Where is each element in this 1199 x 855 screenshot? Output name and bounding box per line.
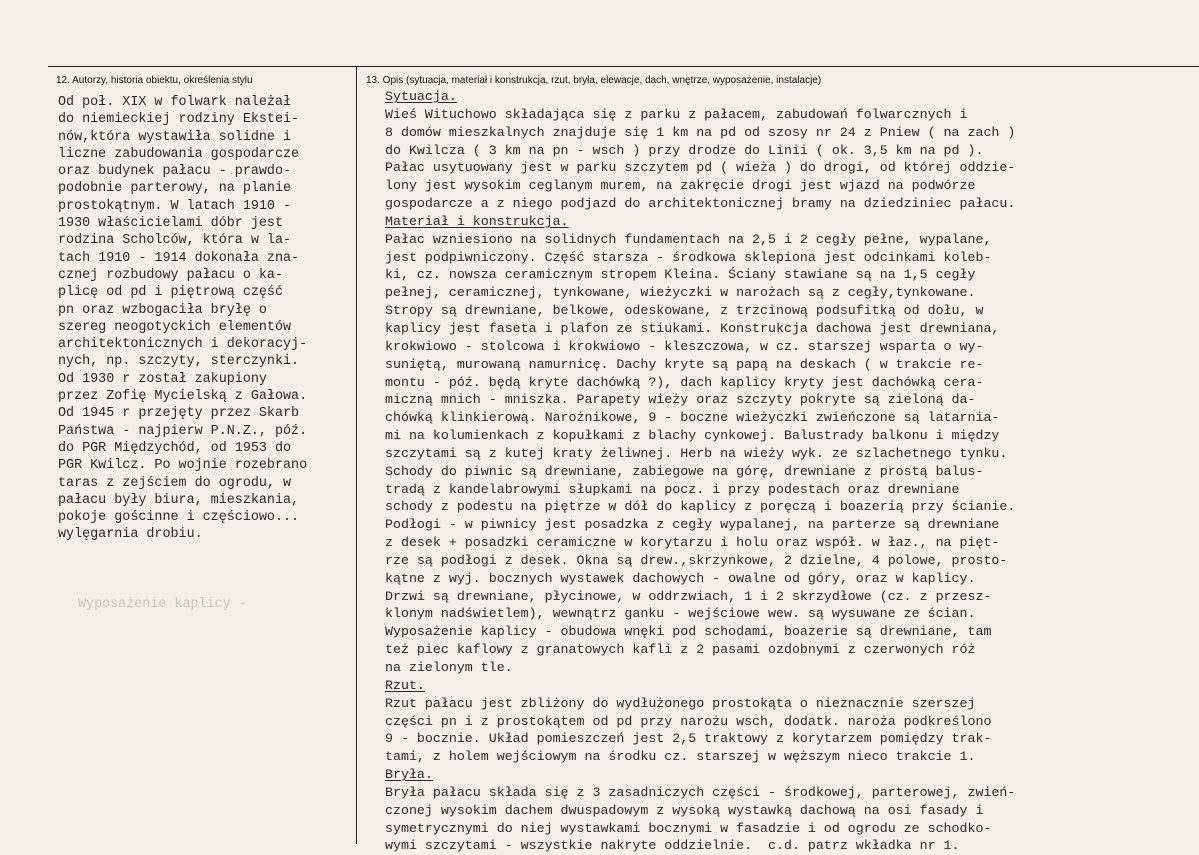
history-line: pokoje gościnne i częściowo...: [58, 510, 300, 526]
description-line: krokwiowo - stolcowa i krokwiowo - kleszczowa, w cz. starszej wsparta o wy-: [385, 338, 984, 354]
history-line: pałacu były biura, mieszkania,: [58, 492, 300, 508]
description-line: jest podpiwniczony. Część starsza - środkowa sklepiona jest odcinkami koleb-: [385, 249, 992, 265]
description-line: 8 domów mieszkalnych znajduje się 1 km na pd od szosy nr 24 z Pniew ( na zach ): [385, 124, 1016, 140]
history-line: tach 1910 - 1914 dokonała zna-: [58, 250, 300, 266]
description-line: na zielonym tle.: [385, 660, 513, 675]
description-line: Schody do piwnic są drewniane, zabiegowe na górę, drewniane z prostą balus-: [385, 463, 984, 479]
description-line: Pałac usytuowany jest w parku szczytem pd ( wieża ) do drogi, od której oddzie-: [385, 160, 1016, 176]
history-line: plicę od pd i piętrową część: [58, 285, 283, 301]
description-line: klonym nadświetlem), wewnątrz ganku - wejściowe wew. są wysuwane ze ścian.: [385, 606, 976, 622]
description-line: schody z podestu na piętrze w dół do kaplicy z poręczą i boazerią przy ścianie.: [385, 499, 1016, 515]
history-line: PGR Kwilcz. Po wojnie rozebrano: [58, 458, 308, 474]
description-line: Stropy są drewniane, belkowe, odeskowane, z trzcinową podsufitką od dołu, w: [385, 303, 984, 319]
description-line: części pn i z prostokątem od pd przy narożu wsch, dodatk. naroża podkreślono: [385, 713, 992, 729]
description-line: rze są podłogi z desek. Okna są drew.,skrzynkowe, 2 dzielne, 4 polowe, prosto-: [385, 552, 1008, 568]
history-line: Od 1945 r przejęty przez Skarb: [58, 406, 300, 422]
description-line: chówką klinkierową. Narożnikowe, 9 - boczne wieżyczki zwieńczone są latarnia-: [385, 410, 1000, 426]
description-line: tami, z holem wejściowym na środku cz. starszej w węższym nieco trakcie 1.: [385, 749, 976, 765]
description-line: czonej wysokim dachem dwuspadowym z wysoką wystawką dachową na osi fasady i: [385, 802, 984, 818]
history-line: nów,która wystawiła solidne i: [58, 129, 292, 145]
description-line: suniętą, murowaną namurnicę. Dachy kryte są papą na deskach ( w trakcie re-: [385, 356, 984, 372]
history-line: Od poł. XIX w folwark należał: [58, 95, 292, 110]
header-authors-history: 12. Autorzy, historia obiektu, określenia stylu: [56, 75, 253, 86]
description-text: [385, 88, 1015, 855]
section-heading: Materiał i konstrukcja.: [385, 213, 569, 229]
description-line: gospodarcze a z niego podjazd do architektonicznej bramy na dziedziniec pałacu.: [385, 196, 1016, 212]
history-line: architektonicznych i dekoracyj-: [58, 337, 308, 353]
column-divider: [356, 66, 357, 844]
history-line: do niemieckiej rodziny Ekstei-: [58, 112, 300, 128]
description-line: lony jest wysokim ceglanym murem, na zakręcie drogi jest wjazd na podwórze: [385, 178, 976, 194]
history-text: [58, 94, 307, 544]
description-line: Pałac wzniesiono na solidnych fundamentach na 2,5 i 2 cegły pełne, wypalane,: [385, 231, 992, 247]
description-line: symetrycznymi do niej wystawkami bocznymi w fasadzie i od ogrodu ze schodko-: [385, 820, 992, 836]
section-heading: Sytuacja.: [385, 89, 457, 104]
history-line: pn oraz wzbogaciła bryłę o: [58, 302, 267, 318]
header-description: 13. Opis (sytuacja, materiał i konstrukcja, rzut, bryła, elewacje, dach, wnętrze, wyposażenie, instalacje): [366, 75, 822, 86]
description-line: Drzwi są drewniane, płycinowe, w oddrzwiach, 1 i 2 skrzydłowe (cz. z przesz-: [385, 588, 992, 604]
description-line: montu - póź. będą kryte dachówką ?), dach kaplicy kryty jest dachówką cera-: [385, 374, 984, 390]
description-line: 9 - bocznie. Układ pomieszczeń jest 2,5 traktowy z korytarzem pomiędzy trak-: [385, 731, 992, 747]
description-line: pełnej, ceramicznej, tynkowane, wieżyczki w narożach są z cegły,tynkowane.: [385, 285, 976, 301]
history-line: rodzina Scholców, która w la-: [58, 233, 292, 249]
description-line: Rzut pałacu jest zbliżony do wydłużonego prostokąta o nieznacznie szerszej: [385, 695, 976, 711]
history-line: wylęgarnia drobiu.: [58, 527, 203, 543]
description-line: kaplicy jest faseta i plafon ze stiukami. Konstrukcja dachowa jest drewniana,: [385, 320, 1000, 336]
section-heading: Rzut.: [385, 677, 425, 693]
history-line: cznej rozbudowy pałacu o ka-: [58, 267, 283, 283]
history-line: liczne zabudowania gospodarcze: [58, 146, 300, 162]
history-line: 1930 właścicielami dóbr jest: [58, 216, 283, 232]
faded-typed-line: Wyposażenie kaplicy -: [78, 597, 247, 612]
description-line: mi na kolumienkach z kopułkami z blachy cynkowej. Balustrady balkonu i między: [385, 428, 1000, 444]
description-line: Wieś Wituchowo składająca się z parku z pałacem, zabudowań folwarcznych i: [385, 106, 968, 122]
history-line: przez Zofię Mycielską z Gałowa.: [58, 389, 308, 405]
description-line: do Kwilcza ( 3 km na pn - wsch ) przy drodze do Linii ( ok. 3,5 km na pd ).: [385, 142, 984, 158]
history-line: prostokątnym. W latach 1910 -: [58, 198, 292, 214]
history-line: taras z zejściem do ogrodu, w: [58, 475, 292, 491]
history-line: do PGR Międzychód, od 1953 do: [58, 440, 292, 456]
description-line: miczną mnich - mniszka. Parapety wieży oraz szczyty pokryte są zieloną da-: [385, 392, 976, 408]
history-line: nych, np. szczyty, sterczynki.: [58, 354, 300, 370]
description-line: kątne z wyj. bocznych wystawek dachowych - owalne od góry, oraz w kaplicy.: [385, 570, 976, 586]
history-line: Państwa - najpierw P.N.Z., póź.: [58, 423, 308, 439]
header-rule: [48, 66, 1199, 67]
description-line: wymi szczytami - wszystkie nakryte oddzielnie. c.d. patrz wkładka nr 1.: [385, 838, 960, 854]
description-line: Wyposażenie kaplicy - obudowa wnęki pod schodami, boazerie są drewniane, tam: [385, 624, 992, 640]
history-line: podobnie parterowy, na planie: [58, 181, 292, 197]
description-line: tradą z kandelabrowymi słupkami na pocz. i przy podestach oraz drewniane: [385, 481, 960, 497]
history-line: Od 1930 r został zakupiony: [58, 371, 267, 387]
history-line: oraz budynek pałacu - prawdo-: [58, 164, 292, 180]
description-line: Bryła pałacu składa się z 3 zasadniczych części - środkowej, parterowej, zwień-: [385, 784, 1016, 800]
description-line: ki, cz. nowsza ceramicznym stropem Kleina. Ściany stawiane są na 1,5 cegły: [385, 267, 976, 283]
history-line: szereg neogotyckich elementów: [58, 319, 292, 335]
description-line: z desek + posadzki ceramiczne w korytarzu i holu oraz współ. w łaz., na pięt-: [385, 535, 1000, 551]
description-line: szczytami są z kutej kraty żeliwnej. Herb na wieży wyk. ze szlachetnego tynku.: [385, 445, 1008, 461]
description-line: też piec kaflowy z granatowych kafli z 2 pasami ozdobnymi z czerwonych róż: [385, 642, 976, 658]
description-line: Podłogi - w piwnicy jest posadzka z cegły wypalanej, na parterze są drewniane: [385, 517, 1000, 533]
section-heading: Bryła.: [385, 767, 433, 783]
